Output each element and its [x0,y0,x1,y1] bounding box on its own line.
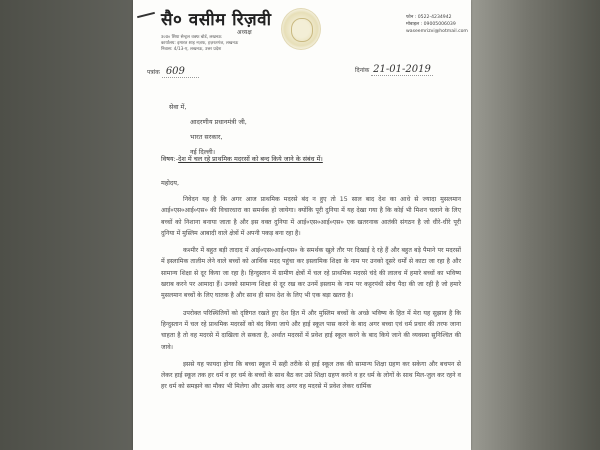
contact-block: फोन : 0522-4234942 मोबाइल : 09005006039 waseemrizvi@hotmail.com [406,15,468,34]
sender-designation: अध्यक्ष [237,29,252,36]
emblem-shield [291,18,313,42]
letter-body [161,194,461,399]
recipient-block: सेवा में, आदरणीय प्रधानमंत्री जी, भारत सरकार, नई दिल्ली। [169,103,247,156]
sender-name: सै० वसीम रिज़वी [161,10,272,30]
letter-date: दिनांक 21-01-2019 [355,64,431,75]
subject-line: विषय:-देश में चल रहे प्राथमिक मदरसों को बन्द किये जाने के संबंध में। [161,155,323,163]
paragraph: इससे यह फायदा होगा कि बच्चा स्कूल में सही तरीके से हाई स्कूल तक की सामान्य शिक्षा ग्रहण कर सकेगा और बचपन से लेकर हाई स्कूल तक हर धर्म व हर धर्म के बच्चों के साथ बैठ कर उसे शिक्षा ग्रहण करने व हर धर्म के लोगों के साथ मिल-जुल कर रहने व हर धर्म को समझने का मौका भी मिलेगा और उसके बाद अगर वह मदरसे में प्रवेश लेकर धार्मिक [161,360,461,391]
letter-page [133,0,471,450]
pen-stroke [137,12,155,18]
paragraph: कश्मीर में बहुत बड़ी तादाद में आई०एस०आई०एस० के समर्थक खुले तौर पर दिखाई दे रहे हैं और बहुत बड़े पैमाने पर मदरसों में इस्लामिक तालीम लेने वाले बच्चों को आर्थिक मदद पहुंचा कर इस्लामिक शिक्षा के नाम पर उनको दूसरे धर्मों से काटा जा रहा है और सामान्य शिक्षा से दूर किया जा रहा है। हिन्दुस्तान में ग्रामीण क्षेत्रों में चल रहे प्राथमिक मदरसे चंदे की लालच में हमारे बच्चों का भविष्य खराब करने पर आमादा हैं। उनको सामान्य शिक्षा से दूर रख कर उनमें इस्लाम के नाम पर कट्टरपंथी सोच पैदा की जा रही है जो हमारे मुसलमान बच्चों के लिए घातक है और साथ ही साथ देश के लिए भी एक बड़ा खतरा है। [161,247,461,300]
state-emblem-icon [281,8,321,50]
sender-address: उ०प्र० शिया सेन्ट्रल वक्फ बोर्ड, लखनऊ कार्यालय: इमारत शाह नज़फ, हज़रतगंज, लखनऊ निवास: 4/13-ए, लखनऊ, उत्तर प्रदेश [161,35,239,52]
paragraph: निवेदन यह है कि अगर आज प्राथमिक मदरसे बंद न हुए तो 15 साल बाद देश का आधे से ज्यादा मुसलमान आई०एस०आई०एस० की विचारधारा का समर्थक हो जायेगा। क्योंकि पूरी दुनिया में यह देखा गया है कि कोई भी मिशन चलाने के लिए बच्चों को निशाना बनाया जाता है और इस वक्त दुनिया में आई०एस०आई०एस० एक खतरनाक आतंकी संगठन है जो धीरे-धीरे पूरी दुनिया में मुस्लिम आबादी वाले क्षेत्रों में अपनी पकड़ बना रहा है। [161,196,461,237]
greeting: महोदय, [161,179,180,187]
background-right [471,0,600,450]
reference-number: पत्रांक 609 [147,66,199,77]
paragraph: उपरोक्त परिस्थितियों को दृष्टिगत रखते हुए देश हित में और मुस्लिम बच्चों के अच्छे भविष्य के हित में मेरा यह सुझाव है कि हिन्दुस्तान में चल रहे प्राथमिक मदरसों को बंद किया जाये और हाई स्कूल पास करने के बाद अगर बच्चा एवं धर्म प्रचार की तरफ जाना चाहता है तो वह मदरसे में दाखिला ले सकता है, अर्थात मदरसों में प्रवेश हाई स्कूल करने के बाद किये जाने की व्यवस्था सुनिश्चित की जावे। [161,309,461,351]
